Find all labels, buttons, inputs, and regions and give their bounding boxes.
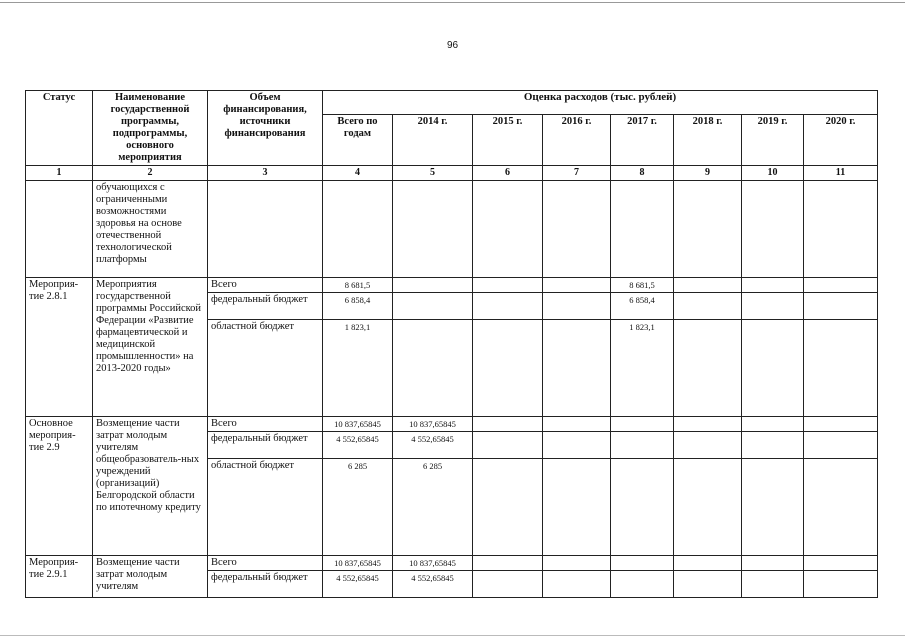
value-cell: 10 837,65845 [323,417,393,432]
header-name: Наименование государственной программы, подпрограммы, основного мероприятия [93,91,208,166]
header-year-2016: 2016 г. [543,115,611,166]
value-cell: 6 858,4 [323,293,393,320]
name-cell: Возмещение части затрат молодым учителям [93,556,208,598]
table-row-2-9-total [26,417,878,432]
header-status: Статус [26,91,93,166]
value-cell: 1 823,1 [611,320,674,417]
header-total: Всего по годам [323,115,393,166]
status-cell: Мероприя-тие 2.9.1 [26,556,93,598]
value-cell: 10 837,65845 [393,556,473,571]
header-year-2020: 2020 г. [804,115,878,166]
value-cell: 6 285 [323,459,393,556]
index-cell: 11 [804,166,878,181]
index-cell: 8 [611,166,674,181]
source-cell: Всего [208,417,323,432]
table-row-2-8-1-total [26,278,878,293]
source-cell: Всего [208,278,323,293]
value-cell: 8 681,5 [323,278,393,293]
top-rule [0,2,905,3]
source-cell: федеральный бюджет [208,571,323,598]
index-cell: 10 [742,166,804,181]
header-year-2019: 2019 г. [742,115,804,166]
value-cell: 4 552,65845 [393,571,473,598]
source-cell: областной бюджет [208,320,323,417]
name-cell: Возмещение части затрат молодым учителям общеобразователь-ных учреждений (организаций) Белгородской области по ипотечному кредиту [93,417,208,556]
value-cell: 6 285 [393,459,473,556]
value-cell: 8 681,5 [611,278,674,293]
index-cell: 1 [26,166,93,181]
index-cell: 2 [93,166,208,181]
table-row-2-9-1-total [26,556,878,571]
source-cell: Всего [208,556,323,571]
index-cell: 7 [543,166,611,181]
value-cell: 4 552,65845 [323,571,393,598]
header-estimate: Оценка расходов (тыс. рублей) [323,91,878,115]
index-cell: 3 [208,166,323,181]
header-volume: Объем финансирования, источники финансирования [208,91,323,166]
name-cell: обучающихся с ограниченными возможностями здоровья на основе отечественной технологической платформы [93,181,208,278]
status-cell: Основное мероприя-тие 2.9 [26,417,93,556]
value-cell: 6 858,4 [611,293,674,320]
index-cell: 5 [393,166,473,181]
status-cell: Мероприя-тие 2.8.1 [26,278,93,417]
value-cell: 1 823,1 [323,320,393,417]
value-cell: 10 837,65845 [393,417,473,432]
source-cell: федеральный бюджет [208,293,323,320]
header-year-2014: 2014 г. [393,115,473,166]
value-cell: 10 837,65845 [323,556,393,571]
expenses-table [25,90,878,598]
header-row-1 [26,91,878,115]
header-year-2017: 2017 г. [611,115,674,166]
table-row-continuation [26,181,878,278]
source-cell: областной бюджет [208,459,323,556]
value-cell: 4 552,65845 [323,432,393,459]
value-cell: 4 552,65845 [393,432,473,459]
index-cell: 4 [323,166,393,181]
name-cell: Мероприятия государственной программы Российской Федерации «Развитие фармацевтической и медицинской промышленности» на 2013-2020 годы» [93,278,208,417]
bottom-rule [0,635,905,636]
column-index-row [26,166,878,181]
index-cell: 9 [674,166,742,181]
page-number: 96 [446,40,459,51]
header-year-2015: 2015 г. [473,115,543,166]
index-cell: 6 [473,166,543,181]
source-cell: федеральный бюджет [208,432,323,459]
header-year-2018: 2018 г. [674,115,742,166]
